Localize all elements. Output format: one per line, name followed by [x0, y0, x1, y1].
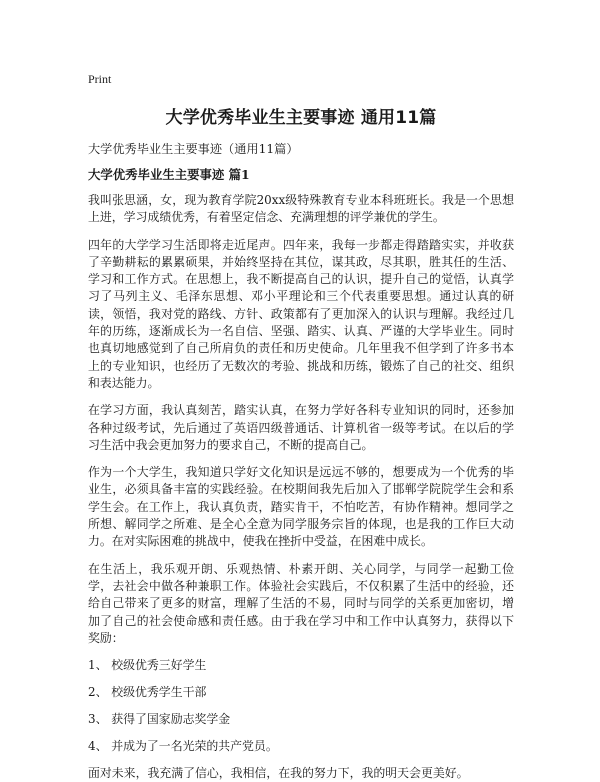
award-item: 4、 并成为了一名光荣的共产党员。 — [88, 739, 278, 754]
print-link[interactable]: Print — [88, 72, 112, 86]
paragraph-intro: 我叫张思涵，女，现为教育学院20xx级特殊教育专业本科班班长。我是一个思想上进，学习成绩优秀，有着坚定信念、充满理想的评学兼优的学生。 — [88, 193, 514, 225]
paragraph-daily-life: 在生活上，我乐观开朗、乐观热情、朴素开朗、关心同学，与同学一起勤工俭学，去社会中做各种兼职工作。体验社会实践后，不仅积累了生活中的经验，还给自己带来了更多的财富，理解了生活的不易，同时与同学的关系更加密切，增加了自己的社会使命感和责任感。由于我在学习中和工作中认真努力，获得以下奖励： — [88, 561, 514, 645]
award-item: 1、 校级优秀三好学生 — [88, 658, 207, 673]
document-title: 大学优秀毕业生主要事迹 通用11篇 — [165, 108, 437, 128]
award-item: 3、 获得了国家励志奖学金 — [88, 712, 231, 727]
section-heading: 大学优秀毕业生主要事迹 篇1 — [88, 167, 250, 182]
paragraph-university-life: 四年的大学学习生活即将走近尾声。四年来，我每一步都走得踏踏实实，并收获了辛勤耕耘的累累硕果，并始终坚持在其位，谋其政，尽其职，胜其任的生活、学习和工作方式。在思想上，我不断提高自己的认识，提升自己的觉悟，认真学习了马列主义、毛泽东思想、邓小平理论和三个代表重要思想。通过认真的研读，领悟，我对党的路线、方针、政策都有了更加深入的认识与理解。我经过几年的历练，逐渐成长为一名自信、坚强、踏实、认真、严谨的大学毕业生。同时也真切地感觉到了自己所肩负的责任和历史使命。几年里我不但学到了许多书本上的专业知识，也经历了无数次的考验、挑战和历练，锻炼了自己的社交、组织和表达能力。 — [88, 237, 514, 390]
paragraph-study: 在学习方面，我认真刻苦，踏实认真，在努力学好各科专业知识的同时，还参加各种过级考试，先后通过了英语四级普通话、计算机省一级等考试。在以后的学习生活中我会更加努力的要求自己，不断的提高自己。 — [88, 403, 514, 452]
document-subtitle: 大学优秀毕业生主要事迹（通用11篇） — [88, 142, 299, 156]
paragraph-practice: 作为一个大学生，我知道只学好文化知识是远远不够的，想要成为一个优秀的毕业生，必须具备丰富的实践经验。在校期间我先后加入了邯郸学院院学生会和系学生会。在工作上，我认真负责，踏实肯干，不怕吃苦，有协作精神。想同学之所想、解同学之所难、是全心全意为同学服务宗旨的体现，也是我的工作巨大动力。在对实际困难的挑战中，使我在挫折中受益，在困难中成长。 — [88, 465, 514, 549]
paragraph-closing: 面对未来，我充满了信心，我相信，在我的努力下，我的明天会更美好。 — [88, 766, 469, 781]
award-item: 2、 校级优秀学生干部 — [88, 685, 207, 700]
